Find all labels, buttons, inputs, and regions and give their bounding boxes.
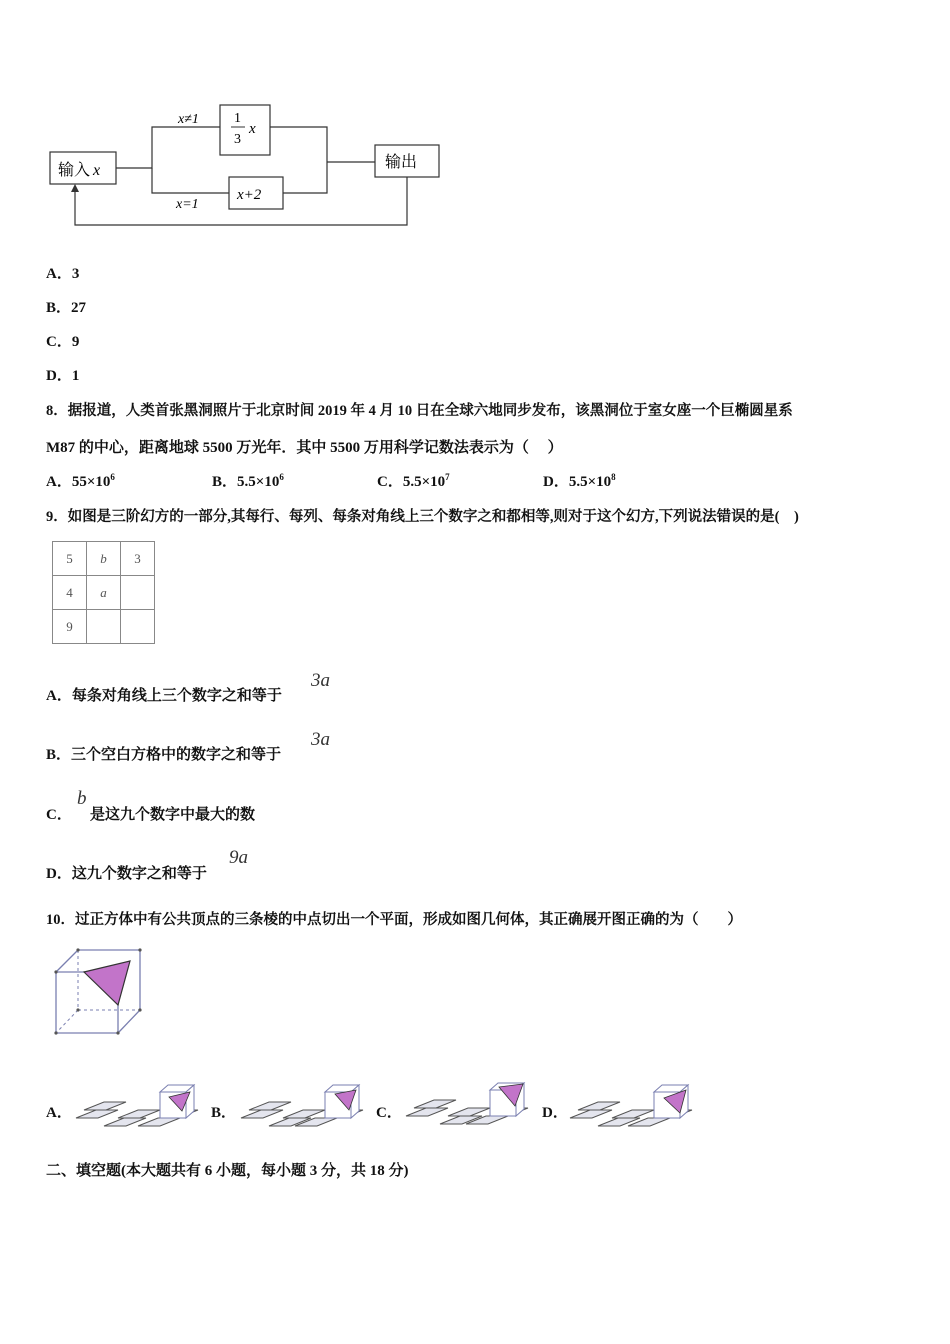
grid-cell: 9 <box>53 610 87 644</box>
q8-option-c: C．$5.5\times 10^7$ <box>377 472 450 490</box>
q10-option-b-label: B． <box>211 1105 237 1121</box>
cut-triangle-face <box>84 961 130 1005</box>
flowchart-add-label: x+2 <box>237 187 262 203</box>
q9-option-d: D．这九个数字之和等于 <box>46 866 207 882</box>
q8-stem-line2: M87 的中心，距离地球 5500 万光年．其中 5500 万用科学记数法表示为（ ） <box>46 440 563 456</box>
q9-option-b: B．三个空白方格中的数字之和等于 <box>46 747 282 763</box>
q10-net-a <box>74 1080 204 1136</box>
flowchart-output-label: 输出 <box>385 154 418 171</box>
q10-net-c <box>404 1078 534 1134</box>
flowchart-diagram <box>40 95 460 235</box>
flowchart-frac-den: 3 <box>234 132 241 147</box>
grid-cell <box>87 610 121 644</box>
q9-option-c: C． <box>46 807 72 823</box>
grid-cell: 4 <box>53 576 87 610</box>
flowchart-cond-top: x≠1 <box>178 112 199 127</box>
grid-cell: 5 <box>53 542 87 576</box>
q10-option-c-label: C． <box>376 1105 402 1121</box>
q7-option-c: C．9 <box>46 334 80 350</box>
q9-option-d-math: 9a <box>229 847 248 868</box>
q10-stem: 10．过正方体中有公共顶点的三条棱的中点切出一个平面，形成如图几何体，其正确展开图正确的为（ ） <box>46 912 742 928</box>
q9-option-a-math: 3a <box>311 670 330 691</box>
truncated-cube-figure <box>50 945 160 1037</box>
magic-square-grid <box>52 541 155 644</box>
q9-option-c-math: b <box>77 788 87 809</box>
flowchart-cond-bottom: x=1 <box>176 197 199 212</box>
q7-option-d: D．1 <box>46 368 80 384</box>
q9-option-a: A．每条对角线上三个数字之和等于 <box>46 688 282 704</box>
flowchart-input-label: 输入 <box>58 162 91 179</box>
grid-cell: b <box>87 542 121 576</box>
q9-stem: 9．如图是三阶幻方的一部分,其每行、每列、每条对角线上三个数字之和都相等,则对于这个幻方,下列说法错误的是( ) <box>46 509 799 525</box>
flowchart-frac-num: 1 <box>234 111 241 126</box>
q8-option-d: D．$5.5\times 10^8$ <box>543 472 616 490</box>
grid-cell <box>121 610 155 644</box>
q8-stem-line1: 8．据报道，人类首张黑洞照片于北京时间 2019 年 4 月 10 日在全球六地同步发布，该黑洞位于室女座一个巨椭圆星系 <box>46 403 793 419</box>
q8-option-b: B．$5.5\times 10^6$ <box>212 472 284 490</box>
q7-option-b: B．27 <box>46 300 87 316</box>
section2-title: 二、填空题(本大题共有 6 小题，每小题 3 分，共 18 分) <box>46 1163 409 1179</box>
flowchart-fraction-box <box>220 105 270 155</box>
q10-option-d-label: D． <box>542 1105 568 1121</box>
q9-option-c-text: 是这九个数字中最大的数 <box>90 807 256 823</box>
q9-option-b-math: 3a <box>311 729 330 750</box>
q10-net-d <box>568 1080 698 1136</box>
q10-net-b <box>239 1080 369 1136</box>
q7-option-a: A．3 <box>46 266 80 282</box>
q10-option-a-label: A． <box>46 1105 72 1121</box>
arrow-up-icon <box>71 184 79 192</box>
flowchart-frac-var: x <box>249 121 256 137</box>
q8-option-a: A．$55\times 10^6$ <box>46 472 115 490</box>
grid-cell: a <box>87 576 121 610</box>
flowchart-input-var: x <box>93 162 101 179</box>
grid-cell <box>121 576 155 610</box>
grid-cell: 3 <box>121 542 155 576</box>
